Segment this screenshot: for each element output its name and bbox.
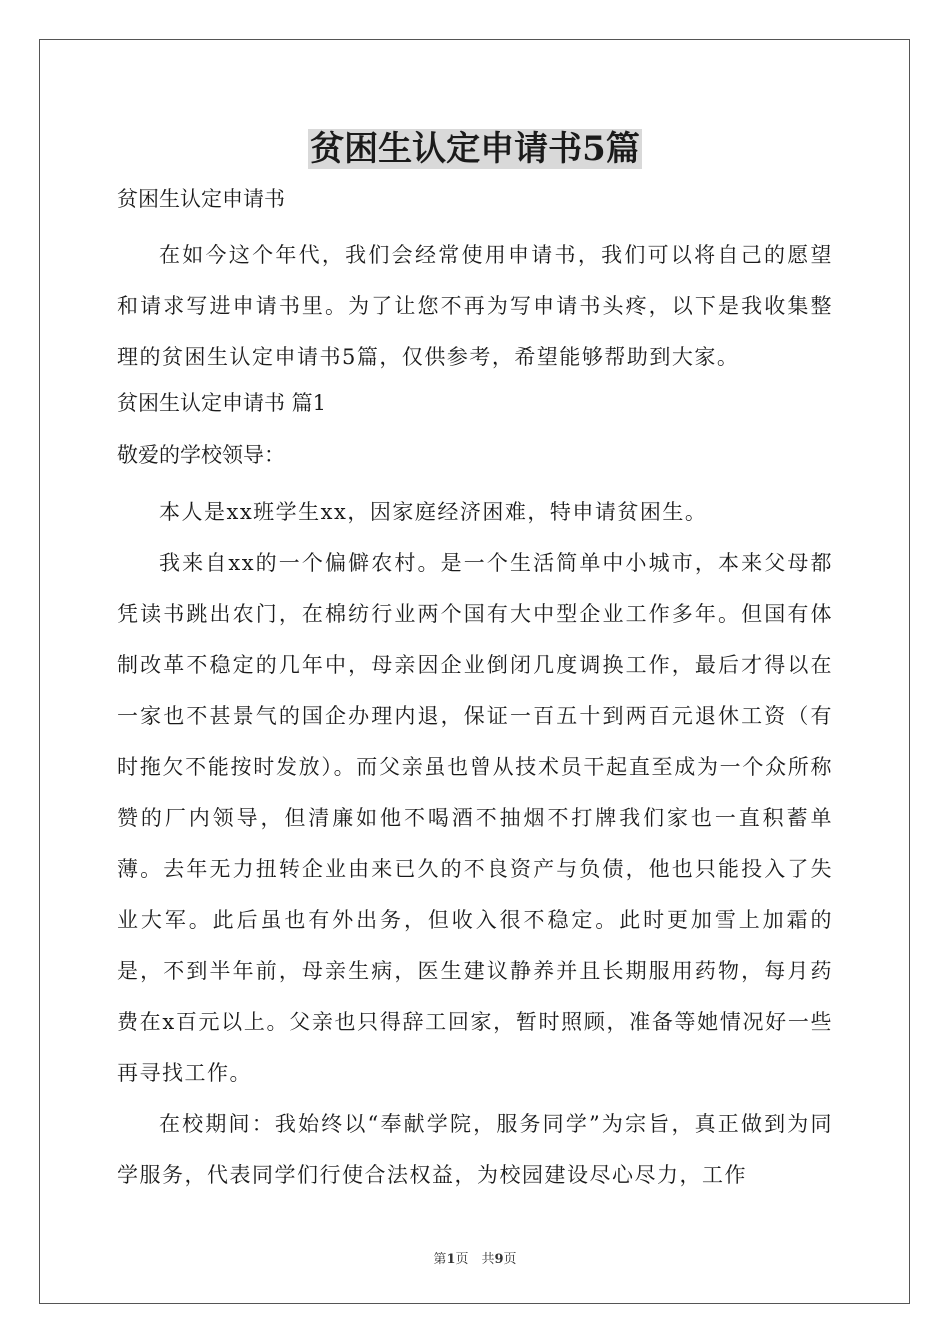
page-mid: 页 共	[455, 1252, 495, 1267]
salutation: 敬爱的学校领导：	[117, 443, 285, 467]
intro-heading: 贫困生认定申请书	[117, 187, 285, 211]
document-title	[0, 124, 950, 174]
page-number: 1	[446, 1252, 456, 1267]
body-paragraph: 我来自xx的一个偏僻农村。是一个生活简单中小城市，本来父母都凭读书跳出农门，在棉纺行业两个国有大中型企业工作多年。但国有体制改革不稳定的几年中，母亲因企业倒闭几度调换工作，最后才得以在一家也不甚景气的国企办理内退，保证一百五十到两百元退休工资（有时拖欠不能按时发放）。而父亲虽也曾从技术员干起直至成为一个众所称赞的厂内领导，但清廉如他不喝酒不抽烟不打牌我们家也一直积蓄单薄。去年无力扭转企业由来已久的不良资产与负债，他也只能投入了失业大军。此后虽也有外出务，但收入很不稳定。此时更加雪上加霜的是，不到半年前，母亲生病，医生建议静养并且长期服用药物，每月药费在x百元以上。父亲也只得辞工回家，暂时照顾，准备等她情况好一些再寻找工作。	[117, 551, 833, 1085]
page-footer	[0, 1248, 950, 1267]
page-suffix: 页	[503, 1252, 517, 1267]
body-paragraph: 本人是xx班学生xx，因家庭经济困难，特申请贫困生。	[159, 500, 708, 524]
total-pages: 9	[494, 1252, 504, 1267]
title-text: 贫困生认定申请书5篇	[310, 129, 640, 169]
body-paragraph: 在校期间：我始终以“奉献学院，服务同学”为宗旨，真正做到为同学服务，代表同学们行使合法权益，为校园建设尽心尽力，工作	[117, 1112, 833, 1187]
page-prefix: 第	[433, 1252, 447, 1267]
document-body	[117, 179, 833, 1201]
section-heading: 贫困生认定申请书 篇1	[117, 391, 327, 415]
intro-paragraph: 在如今这个年代，我们会经常使用申请书，我们可以将自己的愿望和请求写进申请书里。为了让您不再为写申请书头疼，以下是我收集整理的贫困生认定申请书5篇，仅供参考，希望能够帮助到大家。	[117, 243, 833, 369]
